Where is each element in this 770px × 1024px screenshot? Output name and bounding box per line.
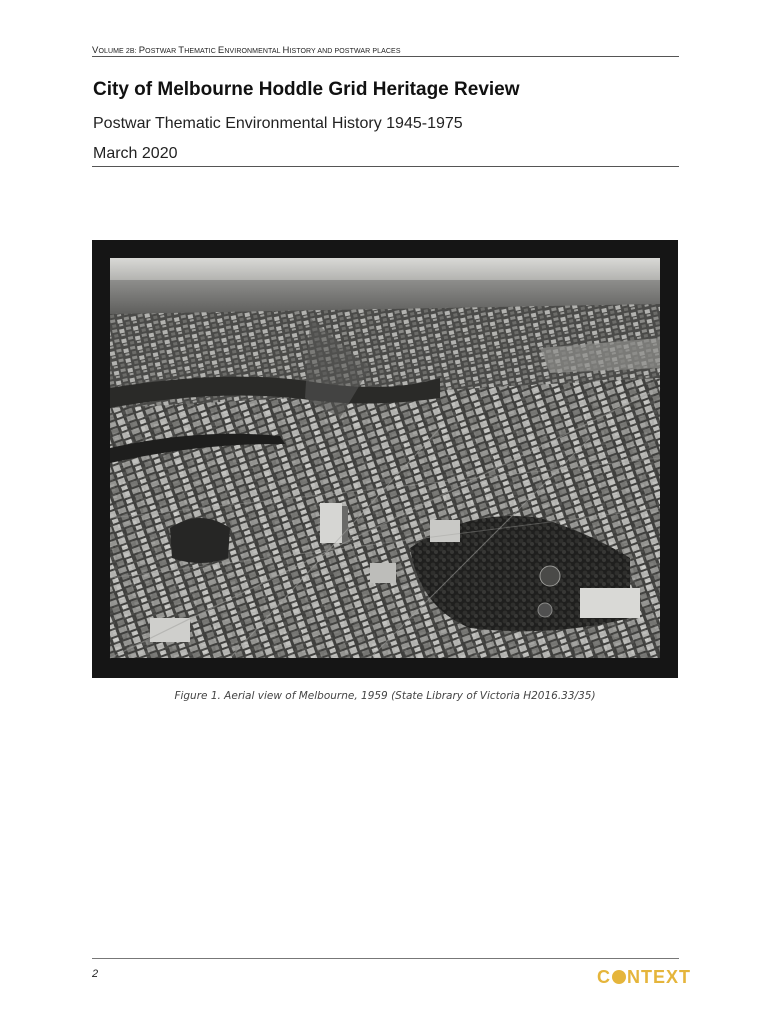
document-date: March 2020 [93, 145, 178, 162]
running-header-part: P [138, 45, 146, 56]
running-header-part: E [217, 45, 225, 56]
figure-caption: Figure 1. Aerial view of Melbourne, 1959 (State Library of Victoria H2016.33/35) [174, 690, 596, 702]
page-number: 2 [92, 968, 99, 980]
running-header-part: OSTWAR [145, 48, 179, 55]
title-divider [92, 166, 679, 167]
aerial-photo-illustration [92, 240, 678, 678]
running-header [92, 45, 678, 56]
logo-suffix: NTEXT [627, 966, 692, 987]
document-title: City of Melbourne Hoddle Grid Heritage Review [93, 79, 520, 100]
running-header-part: NVIRONMENTAL [224, 48, 283, 55]
running-header-part: HEMATIC [184, 48, 218, 55]
running-header-part: ISTORY AND POSTWAR PLACES [289, 48, 401, 55]
running-header-part: T [178, 45, 185, 56]
document-subtitle: Postwar Thematic Environmental History 1945-1975 [93, 115, 463, 132]
logo-prefix: C [597, 966, 611, 987]
footer-divider [92, 958, 679, 959]
header-divider [92, 56, 679, 57]
aerial-photo-figure [92, 240, 678, 678]
context-logo [597, 965, 691, 989]
running-header-part: H [282, 45, 290, 56]
running-header-part: V [92, 45, 99, 56]
running-header-part: OLUME 2B: [98, 48, 139, 55]
logo-circle-icon [612, 970, 626, 984]
